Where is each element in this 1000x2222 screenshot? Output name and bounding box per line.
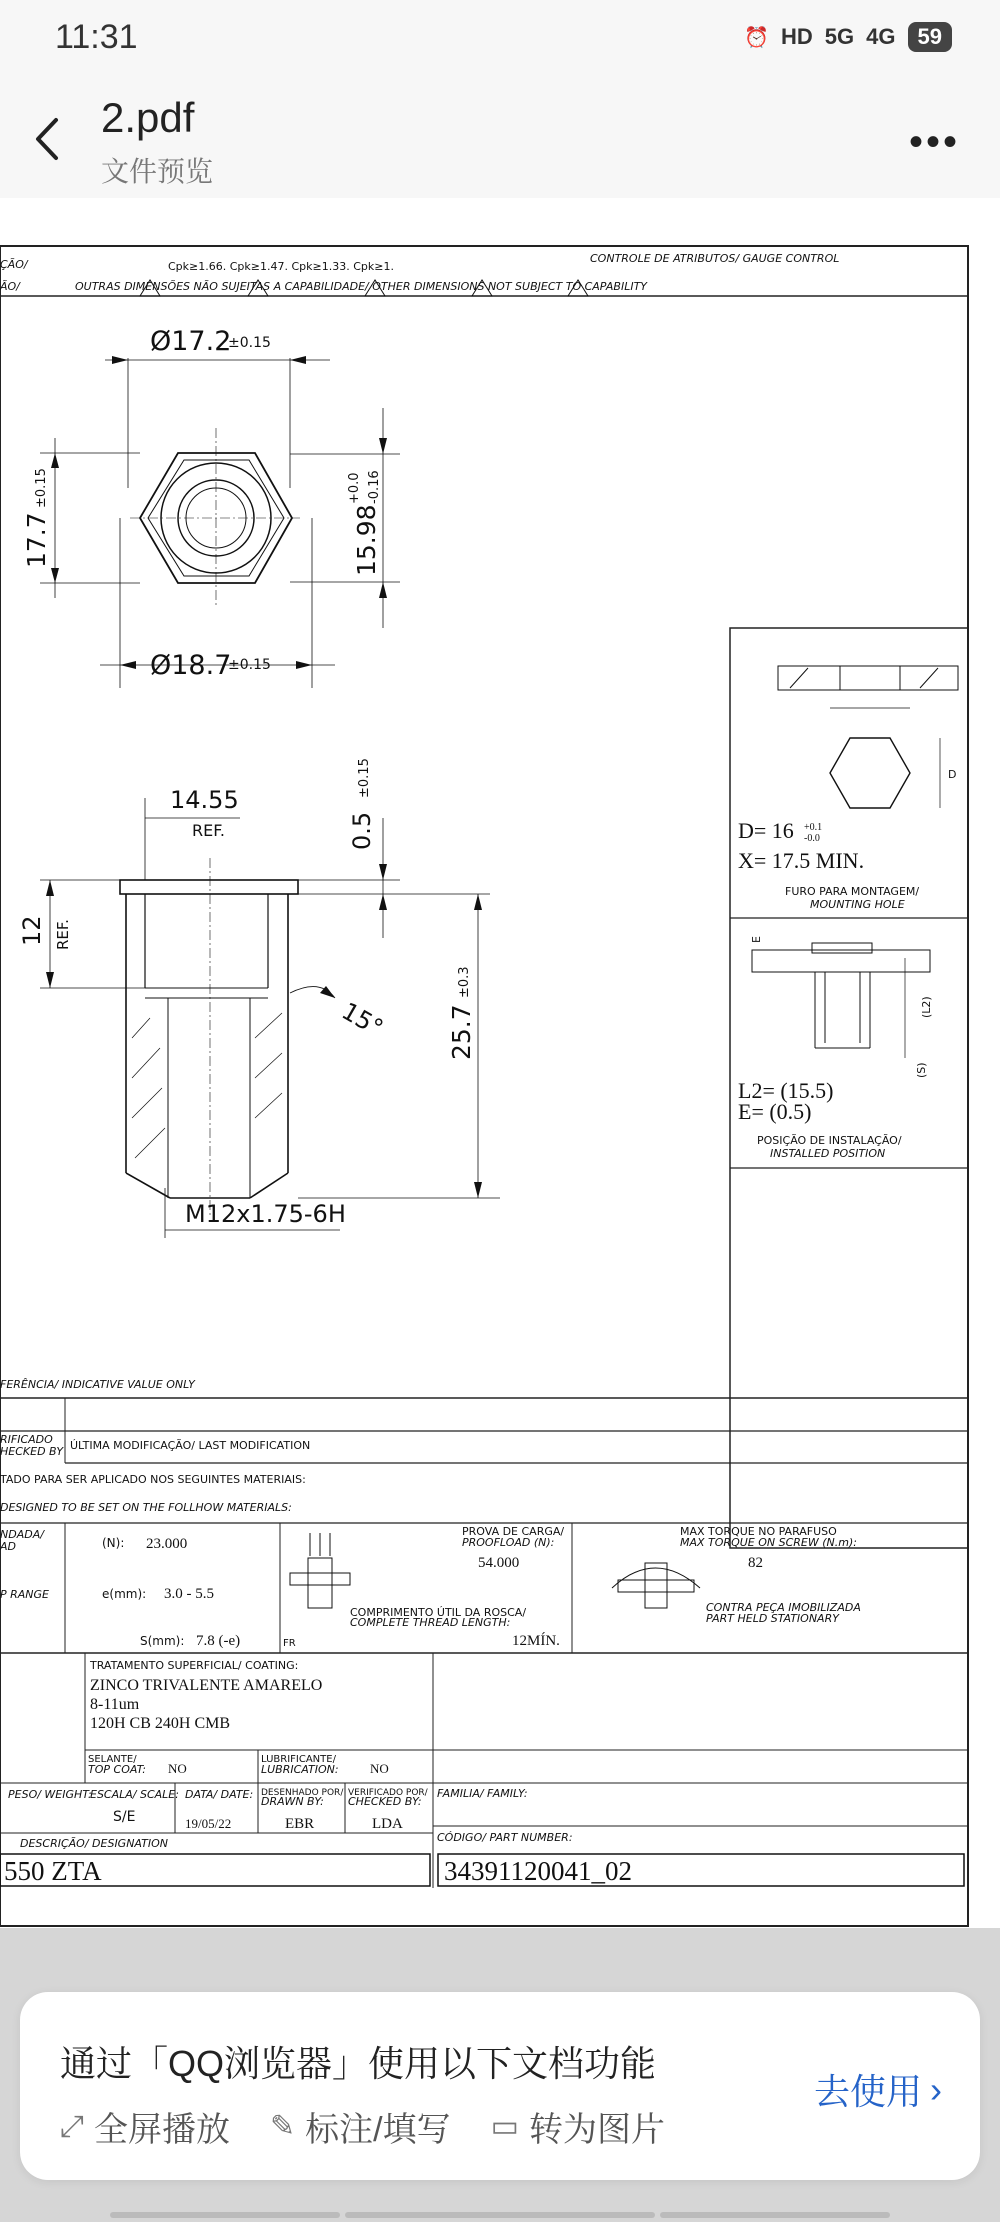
more-menu-button[interactable]: ••• bbox=[908, 120, 960, 164]
apply-materials: TADO PARA SER APLICADO NOS SEGUINTES MATERIAIS: bbox=[0, 1473, 306, 1486]
proof-label-1: PROVA DE CARGA/ bbox=[462, 1525, 565, 1538]
pdf-preview[interactable] bbox=[0, 198, 1000, 1928]
torque-sketch bbox=[612, 1563, 700, 1608]
held-label-2: PART HELD STATIONARY bbox=[706, 1612, 839, 1625]
dim-18-7: Ø18.7 bbox=[150, 650, 232, 681]
fr-label: FR bbox=[283, 1638, 296, 1649]
annotate-label: 标注/填写 bbox=[305, 2111, 451, 2149]
surface-line-1: ZINCO TRIVALENTE AMARELO bbox=[90, 1677, 323, 1694]
fullscreen-label: 全屏播放 bbox=[94, 2111, 230, 2149]
last-modification: ÚLTIMA MODIFICAÇÃO/ LAST MODIFICATION bbox=[70, 1439, 311, 1452]
checked-label-2: CHECKED BY: bbox=[348, 1795, 422, 1808]
drawn-label-2: DRAWN BY: bbox=[261, 1795, 324, 1808]
dim-25-7: 25.7 bbox=[447, 1004, 476, 1060]
annotate-action[interactable] bbox=[270, 2102, 451, 2151]
lube-value: NO bbox=[370, 1761, 389, 1776]
gauge-control-text: CONTROLE DE ATRIBUTOS/ GAUGE CONTROL bbox=[590, 252, 840, 265]
angle-15: 15° bbox=[337, 996, 388, 1043]
fullscreen-icon: ⤢ bbox=[60, 2109, 84, 2143]
use-button-label: 去使用 bbox=[813, 2071, 922, 2112]
svg-text:(L2): (L2) bbox=[920, 996, 933, 1018]
force-label: (N): bbox=[102, 1536, 125, 1550]
install-l2: L2= (15.5) bbox=[738, 1078, 834, 1103]
lube-label-2: LUBRICATION: bbox=[261, 1763, 339, 1776]
date-value: 19/05/22 bbox=[185, 1816, 232, 1831]
hex-nut-top-view bbox=[130, 428, 300, 608]
home-indicator-right bbox=[660, 2212, 890, 2218]
proofload-sketch bbox=[290, 1533, 350, 1608]
thread-length-value: 12MÍN. bbox=[512, 1633, 560, 1649]
promo-title: 通过「QQ浏览器」使用以下文档功能 bbox=[60, 2043, 657, 2084]
chevron-left-icon bbox=[28, 114, 68, 164]
4g-signal-indicator: 4G bbox=[866, 24, 896, 49]
thread-spec: M12x1.75-6H bbox=[185, 1200, 346, 1228]
ad: AD bbox=[0, 1540, 16, 1553]
e-value: 3.0 - 5.5 bbox=[164, 1586, 214, 1602]
mount-caption-2: MOUNTING HOLE bbox=[810, 898, 905, 911]
proof-value: 54.000 bbox=[478, 1555, 520, 1571]
held-label-1: CONTRA PEÇA IMOBILIZADA bbox=[706, 1601, 861, 1614]
ref-12: REF. bbox=[54, 919, 72, 950]
dim-17-7: 17.7 bbox=[22, 512, 51, 568]
qq-browser-promo-card bbox=[20, 1992, 980, 2180]
designation-label: DESCRIÇÃO/ DESIGNATION bbox=[20, 1837, 169, 1850]
designed-materials: DESIGNED TO BE SET ON THE FOLLHOW MATERIALS: bbox=[0, 1501, 292, 1514]
weight-label: PESO/ WEIGHT: bbox=[8, 1788, 92, 1801]
mount-x: X= 17.5 MIN. bbox=[738, 848, 865, 873]
date-label: DATA/ DATE: bbox=[185, 1788, 254, 1801]
mount-caption-1: FURO PARA MONTAGEM/ bbox=[785, 885, 920, 898]
tol-15-98-up: +0.0 bbox=[347, 472, 362, 504]
force-value: 23.000 bbox=[146, 1536, 188, 1552]
home-indicator-left bbox=[110, 2212, 340, 2218]
e-label: e(mm): bbox=[102, 1587, 147, 1601]
use-button[interactable] bbox=[814, 2064, 942, 2115]
topcoat-label-2: TOP COAT: bbox=[88, 1763, 146, 1776]
capability-text: Cpk≥1.66. Cpk≥1.47. Cpk≥1.33. Cpk≥1. bbox=[168, 260, 394, 273]
scale-value: S/E bbox=[113, 1809, 136, 1825]
back-button[interactable] bbox=[28, 114, 68, 164]
status-bar bbox=[0, 0, 1000, 80]
hd-indicator: HD bbox=[781, 24, 813, 49]
edit-icon: ✎ bbox=[270, 2110, 296, 2143]
surface-line-2: 8-11um bbox=[90, 1696, 140, 1713]
thread-length-2: COMPLETE THREAD LENGTH: bbox=[350, 1616, 511, 1629]
header-left-1: ÇÃO/ bbox=[0, 258, 28, 271]
drawn-value: EBR bbox=[285, 1816, 315, 1832]
s-value: 7.8 (-e) bbox=[196, 1633, 241, 1649]
part-number-value: 34391120041_02 bbox=[444, 1856, 632, 1886]
dim-14-55: 14.55 bbox=[170, 786, 239, 814]
tol-25-7: ±0.3 bbox=[457, 966, 472, 998]
dim-0-5: 0.5 bbox=[348, 811, 376, 850]
checked-left: RIFICADO bbox=[0, 1433, 53, 1446]
app-header bbox=[0, 80, 1000, 198]
status-icons bbox=[744, 22, 952, 52]
tol-18-7: ±0.15 bbox=[228, 657, 271, 673]
s-label: S(mm): bbox=[140, 1634, 185, 1648]
part-number-label: CÓDIGO/ PART NUMBER: bbox=[437, 1831, 573, 1844]
dim-12: 12 bbox=[18, 915, 46, 946]
page-subtitle: 文件预览 bbox=[101, 156, 214, 187]
convert-label: 转为图片 bbox=[528, 2111, 665, 2149]
convert-action[interactable] bbox=[491, 2102, 665, 2151]
checked-label-1: VERIFICADO POR/ bbox=[348, 1788, 428, 1798]
mounting-hole-sketch bbox=[778, 666, 958, 808]
alarm-icon: ⏰ bbox=[744, 26, 770, 49]
fullscreen-action[interactable] bbox=[60, 2102, 230, 2151]
range-label: P RANGE bbox=[0, 1588, 50, 1601]
tol-0-5: ±0.15 bbox=[357, 758, 372, 798]
image-icon: ▭ bbox=[490, 2110, 519, 2143]
topcoat-value: NO bbox=[168, 1761, 187, 1776]
header-left-2: ÃO/ bbox=[0, 280, 20, 293]
svg-text:D: D bbox=[948, 768, 957, 781]
page-title: 2.pdf bbox=[101, 94, 195, 141]
checked-left-2: HECKED BY bbox=[0, 1445, 64, 1458]
drawn-label-1: DESENHADO POR/ bbox=[261, 1788, 344, 1798]
installed-position-sketch bbox=[750, 936, 933, 1078]
torque-label-1: MAX TORQUE NO PARAFUSO bbox=[680, 1525, 837, 1538]
technical-drawing bbox=[0, 198, 1000, 1928]
tol-17-7: ±0.15 bbox=[34, 468, 49, 508]
tol-17-2: ±0.15 bbox=[228, 335, 271, 351]
chevron-right-icon: › bbox=[930, 2068, 942, 2110]
status-time: 11:31 bbox=[55, 18, 138, 56]
mount-d: D= 16 bbox=[738, 818, 794, 843]
install-caption-2: INSTALLED POSITION bbox=[770, 1147, 886, 1160]
5g-signal-indicator: 5G bbox=[824, 24, 855, 49]
battery-indicator: 59 bbox=[908, 22, 952, 52]
thread-length-1: COMPRIMENTO ÚTIL DA ROSCA/ bbox=[350, 1606, 527, 1619]
topcoat-label-1: SELANTE/ bbox=[88, 1754, 137, 1765]
surface-label: TRATAMENTO SUPERFICIAL/ COATING: bbox=[90, 1659, 299, 1672]
mount-d-tol-dn: -0.0 bbox=[804, 833, 820, 844]
home-indicator-center bbox=[345, 2212, 655, 2218]
tol-15-98-dn: -0.16 bbox=[367, 470, 382, 504]
other-dimensions-text: OUTRAS DIMENSÕES NÃO SUJEITAS A CAPABILIDADE/ OTHER DIMENSIONS NOT SUBJECT TO CAPABILITY bbox=[75, 280, 648, 293]
scale-label: ESCALA/ SCALE: bbox=[90, 1788, 179, 1801]
dim-17-2: Ø17.2 bbox=[150, 326, 232, 357]
svg-text:E: E bbox=[750, 936, 763, 943]
promo-actions bbox=[60, 2102, 665, 2151]
lube-label-1: LUBRIFICANTE/ bbox=[261, 1754, 336, 1765]
install-e: E= (0.5) bbox=[738, 1099, 812, 1124]
family-label: FAMILIA/ FAMILY: bbox=[437, 1787, 528, 1800]
dim-15-98: 15.98 bbox=[352, 504, 381, 576]
proof-label-2: PROOFLOAD (N): bbox=[462, 1536, 555, 1549]
designation-value: 550 ZTA bbox=[4, 1856, 102, 1886]
install-caption-1: POSIÇÃO DE INSTALAÇÃO/ bbox=[757, 1134, 902, 1147]
ref-14-55: REF. bbox=[192, 821, 225, 840]
torque-value: 82 bbox=[748, 1555, 763, 1571]
indicative-note: FERÊNCIA/ INDICATIVE VALUE ONLY bbox=[0, 1378, 195, 1391]
ndada: NDADA/ bbox=[0, 1528, 44, 1541]
checked-value: LDA bbox=[372, 1816, 403, 1832]
surface-line-3: 120H CB 240H CMB bbox=[90, 1715, 231, 1732]
svg-text:(S): (S) bbox=[915, 1062, 928, 1078]
rivet-nut-section-view bbox=[120, 858, 298, 1218]
torque-label-2: MAX TORQUE ON SCREW (N.m): bbox=[680, 1536, 857, 1549]
mount-d-tol-up: +0.1 bbox=[804, 822, 823, 833]
